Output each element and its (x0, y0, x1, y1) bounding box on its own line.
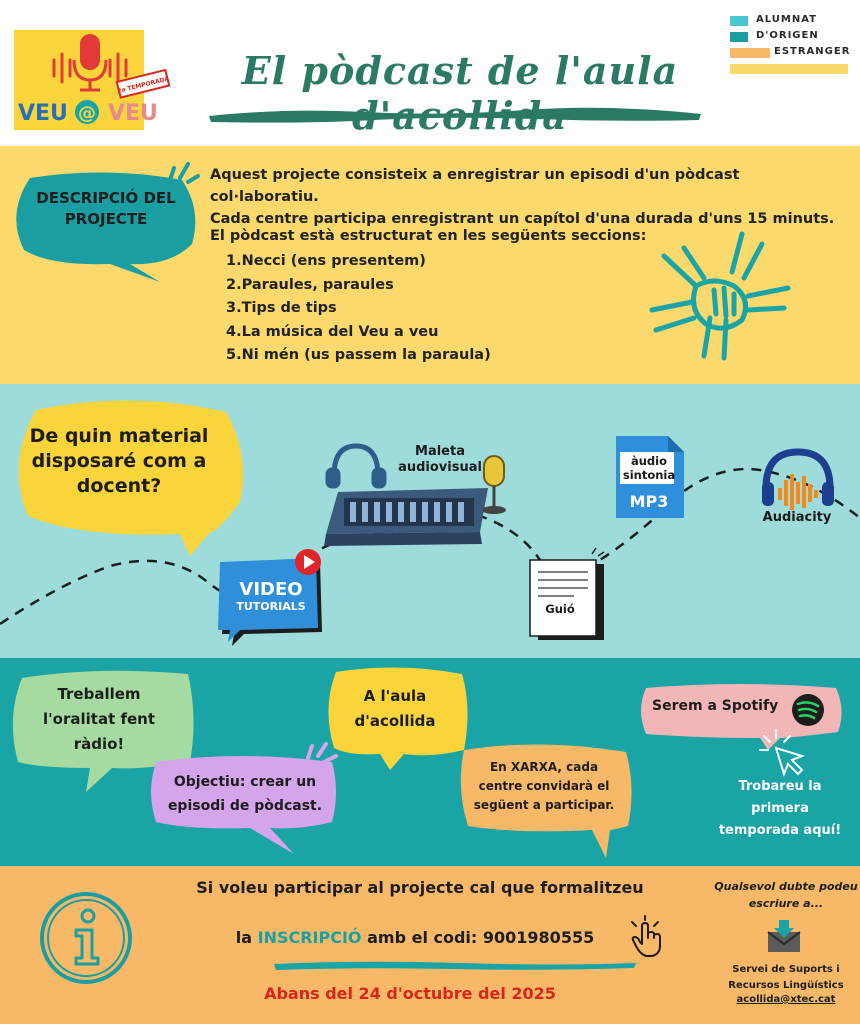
label-guio: Guió (545, 602, 575, 616)
page-title: El pòdcast de l'aula (241, 48, 679, 93)
text-xarxa: En XARXA, cada centre convidarà el següent a participar. (473, 760, 615, 812)
description-intro (210, 164, 840, 230)
legend (730, 14, 850, 78)
text-aula: A l'aula d'acollida (354, 687, 436, 730)
text-trobareu: Trobareu la primera temporada aquí! (718, 779, 842, 838)
legend-swatch (730, 64, 848, 74)
spotify-icon (792, 694, 824, 726)
logo-text-at: @ (78, 103, 96, 124)
hand-pointer-icon (628, 920, 664, 958)
legend-row-2 (730, 30, 850, 45)
podcast-sections-list (226, 250, 491, 368)
title-underline-brush (205, 102, 705, 126)
list-item: 5.Ni mén (us passem la paraula) (226, 347, 491, 363)
logo-text-left: VEU (18, 101, 68, 126)
features-section (0, 658, 860, 866)
audacity-icon (762, 452, 834, 510)
materials-section (0, 384, 860, 658)
legend-row-1 (730, 14, 850, 29)
veu-a-veu-logo (14, 20, 170, 130)
mail-download-icon (764, 918, 804, 954)
legend-label: ESTRANGER (774, 46, 851, 57)
logo-text-right: VEU (108, 101, 158, 126)
header (0, 0, 860, 146)
info-icon (38, 890, 134, 986)
list-item: 4.La música del Veu a veu (226, 323, 439, 340)
footer-registration-code: amb el codi: 9001980555 (361, 928, 595, 947)
footer-registration-pre: la (235, 928, 258, 947)
teamwork-hands-icon (644, 226, 794, 366)
legend-label: ALUMNAT (756, 14, 817, 25)
footer-registration-text (180, 928, 650, 947)
sparkle-icon (308, 744, 336, 762)
label-mp3: MP3 (629, 492, 669, 511)
materials-question: De quin material disposaré com a docent? (29, 425, 209, 497)
label-audacity: Audiacity (762, 510, 832, 525)
footer-participate-text: Si voleu participar al projecte cal que formalitzeu (196, 878, 644, 897)
description-intro-line-2: Cada centre participa enregistrant un capítol d'una durada d'uns 15 minuts. (210, 211, 835, 227)
description-intro-line-1: Aquest projecte consisteix a enregistrar un episodi d'un pòdcast col·laboratiu. (210, 167, 740, 205)
deadline-text: Abans del 24 d'octubre del 2025 (264, 984, 556, 1003)
description-bubble-title: DESCRIPCIÓ DEL PROJECTE (36, 189, 176, 228)
description-sections-title: El pòdcast està estructurat en les següents seccions: (210, 228, 647, 244)
script-document-icon (530, 548, 604, 640)
legend-label: D'ORIGEN (756, 30, 819, 41)
spotify-link[interactable]: Serem a Spotify (652, 698, 779, 714)
legend-row-4 (730, 62, 850, 77)
text-treballem: Treballem l'oralitat fent ràdio! (42, 685, 156, 753)
legend-swatch (730, 32, 748, 42)
legend-swatch (730, 48, 770, 58)
list-item: 1.Necci (ens presentem) (226, 253, 426, 269)
footer-section (0, 866, 860, 1024)
legend-swatch (730, 16, 748, 26)
contact-organization: Servei de Suports i Recursos Lingüístics (728, 964, 844, 991)
label-video: VIDEO (239, 579, 303, 600)
footer-underline-brush (270, 958, 640, 972)
headphones-icon (328, 446, 384, 486)
legend-row-3 (730, 46, 850, 61)
label-tutorials: TUTORIALS (236, 600, 306, 613)
contact-question: Qualsevol dubte podeu escriure a... (714, 880, 858, 910)
contact-email-link[interactable]: acollida@xtec.cat (736, 994, 836, 1005)
label-audio-sintonia: àudio sintonia (622, 454, 676, 482)
label-maleta-audiovisual: Maleta audiovisual (398, 444, 482, 475)
list-item: 3.Tips de tips (226, 300, 337, 316)
list-item: 2.Paraules, paraules (226, 276, 394, 293)
sparkle-icon (164, 156, 200, 186)
text-objectiu: Objectiu: crear un episodi de pòdcast. (167, 774, 323, 814)
registration-link[interactable]: INSCRIPCIÓ (257, 928, 362, 947)
mixing-console-icon (324, 488, 488, 546)
logo-stamp: 2a TEMPORADA (116, 75, 170, 96)
description-section (0, 146, 860, 384)
